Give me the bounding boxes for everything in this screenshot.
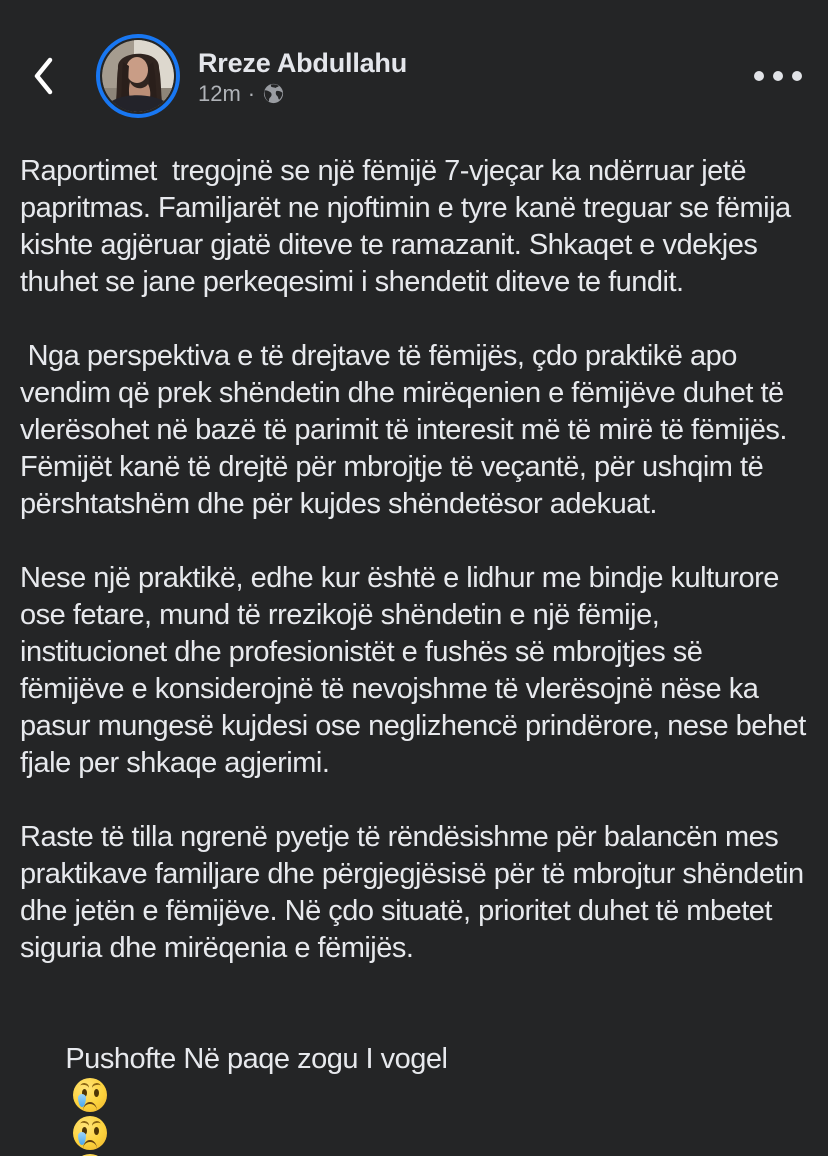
- more-options-button[interactable]: [754, 65, 802, 87]
- crying-face-emoji: [73, 1078, 107, 1112]
- post-paragraph-2: Nga perspektiva e të drejtave të fëmijës, çdo praktikë apo vendim që prek shëndetin dhe mirëqenien e fëmijëve duhet të vlerësohet në bazë të parimit të interesit më të mirë të fëmijës. Fëmijët kanë të drejtë për mbrojtje të veçantë, për ushqim të përshtatshëm dhe për kujdes shëndetësor adekuat.: [20, 340, 795, 520]
- ellipsis-icon: [773, 71, 783, 81]
- profile-photo: [102, 40, 174, 112]
- post-paragraph-3: Nese një praktikë, edhe kur është e lidhur me bindje kulturore ose fetare, mund të rrezikojë shëndetin e një fëmije, institucionet dhe profesionistët e fushës së mbrojtjes së fëmijëve e konsiderojnë të nevojshme të vlerësojnë nëse ka pasur mungesë kujdesi ose neglizhencë prindërore, nese behet fjale per shkaqe agjerimi.: [20, 562, 814, 779]
- meta-separator: ·: [247, 80, 256, 106]
- post-meta: [198, 82, 407, 106]
- post-paragraph-text: Pushofte Në paqe zogu I vogel: [65, 1043, 448, 1075]
- globe-icon: [262, 82, 285, 105]
- ellipsis-icon: [754, 71, 764, 81]
- post-paragraph-1: Raportimet tregojnë se një fëmijë 7-vjeçar ka ndërruar jetë papritmas. Familjarët ne njoftimin e tyre kanë treguar se fëmija kishte agjëruar gjatë diteve te ramazanit. Shkaqet e vdekjes thuhet se jane perkeqesimi i shendetit diteve te fundit.: [20, 155, 799, 298]
- crying-face-emoji: [73, 1116, 107, 1150]
- author-name[interactable]: Rreze Abdullahu: [198, 47, 408, 78]
- post-body: [0, 120, 828, 1156]
- author-block: [198, 47, 407, 106]
- back-button[interactable]: [32, 56, 56, 96]
- post-paragraph-5: [20, 1004, 808, 1156]
- ellipsis-icon: [792, 71, 802, 81]
- emoji-mouth: [83, 1140, 97, 1149]
- emoji-mouth: [83, 1102, 97, 1111]
- emoji-eye: [94, 1127, 99, 1135]
- avatar[interactable]: [96, 34, 180, 118]
- chevron-left-icon: [32, 56, 54, 96]
- post-header: [0, 0, 828, 120]
- post-paragraph-4: Raste të tilla ngrenë pyetje të rëndësishme për balancën mes praktikave familjare dhe përgjegjësisë për të mbrojtur shëndetin dhe jetën e fëmijëve. Në çdo situatë, prioritet duhet të mbetet siguria dhe mirëqenia e fëmijës.: [20, 821, 812, 964]
- timestamp: 12m: [198, 80, 241, 106]
- emoji-eye: [94, 1089, 99, 1097]
